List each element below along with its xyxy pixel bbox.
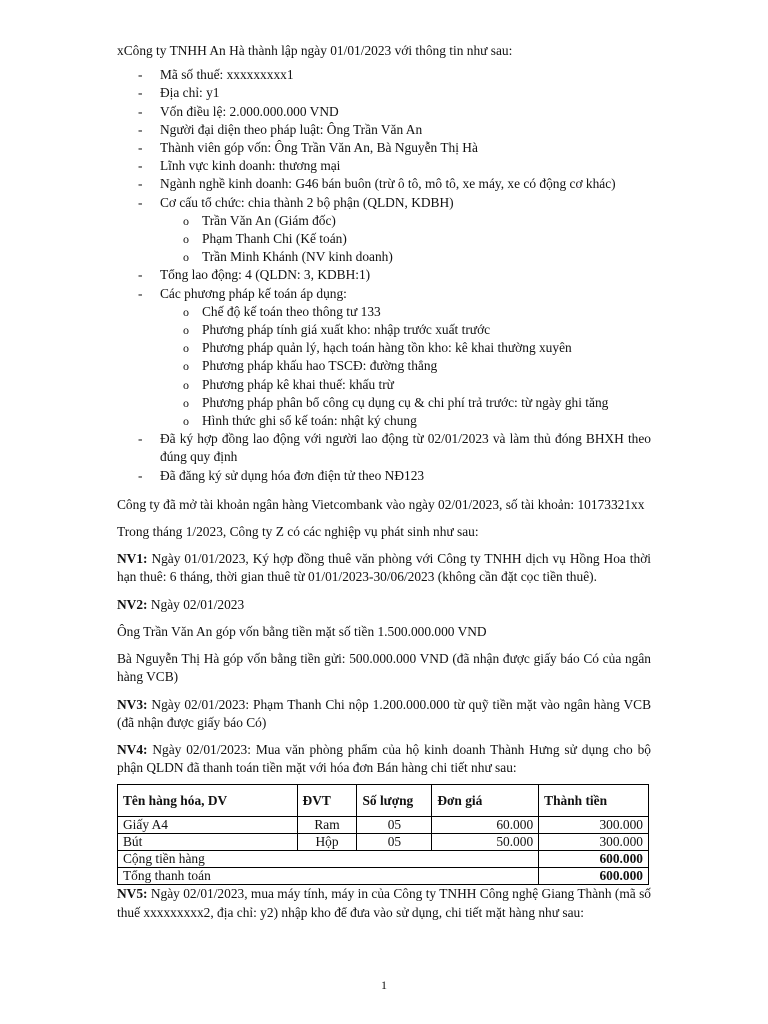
nv2-text: Ngày 02/01/2023 (147, 596, 245, 612)
subtotal-row (118, 851, 649, 868)
bank-paragraph: Công ty đã mở tài khoản ngân hàng Vietcombank vào ngày 02/01/2023, số tài khoản: 10173321xx (117, 496, 645, 512)
info-structure (117, 194, 651, 267)
info-tax-code: - Mã số thuế: xxxxxxxxx1 (117, 66, 651, 84)
subtotal-value: 600.000 (539, 851, 649, 868)
info-legal-rep: - Người đại diện theo pháp luật: Ông Trần Văn An (117, 121, 651, 139)
cell-qty: 05 (357, 834, 432, 851)
nv2-cash-contribution: Ông Trần Văn An góp vốn bằng tiền mặt số tiền 1.500.000.000 VND (117, 623, 487, 639)
info-contract (117, 430, 651, 466)
cell-unit: Hộp (297, 834, 357, 851)
info-address: - Địa chỉ: y1 (117, 84, 651, 102)
col-header-qty: Số lượng (357, 785, 432, 817)
org-item: o Trần Minh Khánh (NV kinh doanh) (160, 248, 651, 266)
cell-unit: Ram (297, 817, 357, 834)
cell-item: Giấy A4 (118, 817, 298, 834)
table-header-row (118, 785, 649, 817)
info-einvoice: - Đã đăng ký sử dụng hóa đơn điện tử theo NĐ123 (117, 467, 651, 485)
nv2-paragraph (117, 596, 651, 614)
cell-amount: 300.000 (539, 817, 649, 834)
info-industry: - Ngành nghề kinh doanh: G46 bán buôn (trừ ô tô, mô tô, xe máy, xe có động cơ khác) (117, 175, 651, 193)
nv2-label: NV2: (117, 596, 148, 612)
nv3-paragraph (117, 696, 651, 732)
cell-amount: 300.000 (539, 834, 649, 851)
cell-item: Bút (118, 834, 298, 851)
method-item: o Phương pháp khấu hao TSCĐ: đường thẳng (160, 357, 651, 375)
info-structure-label: Cơ cấu tổ chức: chia thành 2 bộ phận (QLDN, KDBH) (160, 194, 454, 210)
method-item: o Hình thức ghi sổ kế toán: nhật ký chung (160, 412, 651, 430)
info-labor: - Tổng lao động: 4 (QLDN: 3, KDBH:1) (117, 266, 651, 284)
total-value: 600.000 (539, 868, 649, 885)
cell-price: 50.000 (432, 834, 539, 851)
methods-list (160, 303, 651, 430)
invoice-table (117, 784, 649, 885)
nv1-paragraph (117, 550, 651, 586)
methods-title: Các phương pháp kế toán áp dụng: (160, 285, 347, 301)
table-row (118, 817, 649, 834)
col-header-amount: Thành tiền (539, 785, 649, 817)
total-label: Tổng thanh toán (118, 868, 539, 885)
total-row (118, 868, 649, 885)
info-members: - Thành viên góp vốn: Ông Trần Văn An, Bà Nguyễn Thị Hà (117, 139, 651, 157)
info-field: - Lĩnh vực kinh doanh: thương mại (117, 157, 651, 175)
subtotal-label: Cộng tiền hàng (118, 851, 539, 868)
method-item: o Chế độ kế toán theo thông tư 133 (160, 303, 651, 321)
nv5-label: NV5: (117, 886, 148, 902)
page-number: 1 (381, 978, 387, 992)
method-item: o Phương pháp kê khai thuế: khấu trừ (160, 376, 651, 394)
contract-text: - Đã ký hợp đồng lao động với người lao động từ 02/01/2023 và làm thủ đóng BHXH theo đúng quy định (160, 431, 651, 465)
method-item: o Phương pháp tính giá xuất kho: nhập trước xuất trước (160, 321, 651, 339)
nv1-label: NV1: (117, 551, 148, 567)
col-header-unit: ĐVT (297, 785, 357, 817)
info-charter-capital: - Vốn điều lệ: 2.000.000.000 VND (117, 103, 651, 121)
cell-price: 60.000 (432, 817, 539, 834)
month-intro: Trong tháng 1/2023, Công ty Z có các nghiệp vụ phát sinh như sau: (117, 524, 479, 540)
company-info-list (117, 66, 651, 485)
col-header-item: Tên hàng hóa, DV (118, 785, 298, 817)
nv2-deposit-contribution: Bà Nguyễn Thị Hà góp vốn bằng tiền gửi: 500.000.000 VND (đã nhận được giấy báo Có của ngân hàng VCB) (117, 651, 651, 685)
nv4-label: NV4: (117, 741, 148, 757)
method-item: o Phương pháp quản lý, hạch toán hàng tồn kho: kê khai thường xuyên (160, 339, 651, 357)
col-header-price: Đơn giá (432, 785, 539, 817)
nv1-text: Ngày 01/01/2023, Ký hợp đồng thuê văn phòng với Công ty TNHH dịch vụ Hồng Hoa thời hạn thuê: 6 tháng, thời gian thuê từ 01/01/2023-30/06/2023 (không cần đặt cọc tiền thuê). (117, 551, 651, 585)
method-item: o Phương pháp phân bổ công cụ dụng cụ & chi phí trả trước: từ ngày ghi tăng (160, 394, 651, 412)
nv3-label: NV3: (117, 696, 148, 712)
info-methods (117, 285, 651, 431)
nv5-text: Ngày 02/01/2023, mua máy tính, máy in của Công ty TNHH Công nghệ Giang Thành (mã số thuế xxxxxxxxx2, địa chỉ: y2) nhập kho để đưa vào sử dụng, chi tiết mặt hàng như sau: (117, 886, 651, 920)
table-row (118, 834, 649, 851)
cell-qty: 05 (357, 817, 432, 834)
org-item: o Trần Văn An (Giám đốc) (160, 212, 651, 230)
org-list (160, 212, 651, 267)
nv4-paragraph (117, 741, 651, 777)
nv4-text: Ngày 02/01/2023: Mua văn phòng phẩm của hộ kinh doanh Thành Hưng sử dụng cho bộ phận QLDN đã thanh toán tiền mặt với hóa đơn Bán hàng chi tiết như sau: (117, 741, 651, 776)
org-item: o Phạm Thanh Chi (Kế toán) (160, 230, 651, 248)
company-intro: xCông ty TNHH An Hà thành lập ngày 01/01/2023 với thông tin như sau: (117, 43, 513, 58)
document-page (117, 42, 651, 922)
nv3-text: Ngày 02/01/2023: Phạm Thanh Chi nộp 1.200.000.000 từ quỹ tiền mặt vào ngân hàng VCB (đã nhận được giấy báo Có) (117, 696, 651, 730)
nv5-paragraph (117, 885, 651, 921)
